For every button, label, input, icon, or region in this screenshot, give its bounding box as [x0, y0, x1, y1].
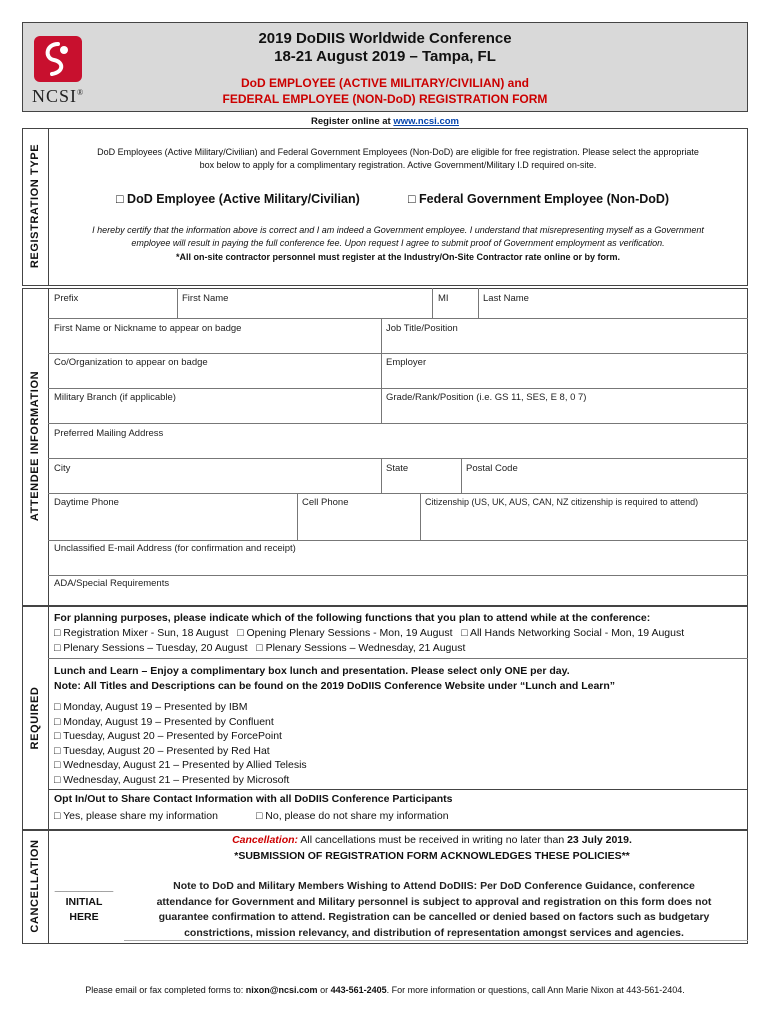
networking-social-option[interactable]: □ All Hands Networking Social - Mon, 19 August — [461, 627, 684, 639]
lunch-option[interactable]: □ Wednesday, August 21 – Presented by Microsoft — [54, 773, 307, 788]
lunch-checkbox[interactable] — [54, 774, 60, 786]
lunch-option[interactable]: □ Tuesday, August 20 – Presented by Red Hat — [54, 744, 307, 759]
registration-mixer-option[interactable]: □ Registration Mixer - Sun, 18 August — [54, 627, 228, 639]
opt-in-heading: Opt In/Out to Share Contact Information with all DoDIIS Conference Participants — [54, 793, 453, 805]
submission-acknowledgement: *SUBMISSION OF REGISTRATION FORM ACKNOWLEDGES THESE POLICIES** — [234, 850, 630, 862]
contractor-note: *All on-site contractor personnel must register at the Industry/On-Site Contractor rate online or by form. — [175, 252, 621, 262]
lunch-checkbox[interactable] — [54, 745, 60, 757]
organization-field[interactable]: Co/Organization to appear on badge — [54, 357, 208, 368]
ncsi-logo-text: NCSI® — [32, 86, 85, 106]
grade-rank-field[interactable]: Grade/Rank/Position (i.e. GS 11, SES, E 8, 0 7) — [386, 392, 587, 403]
opening-plenary-checkbox[interactable] — [237, 627, 243, 639]
function-options-row-2 — [54, 642, 465, 654]
mi-field[interactable]: MI — [438, 293, 449, 304]
title-line-2: 18-21 August 2019 – Tampa, FL — [274, 48, 496, 65]
lunch-checkbox[interactable] — [54, 716, 60, 728]
plenary-wednesday-option[interactable]: □ Plenary Sessions – Wednesday, 21 August — [256, 642, 465, 654]
job-title-field[interactable]: Job Title/Position — [386, 323, 458, 334]
registration-type-label: REGISTRATION TYPE — [29, 143, 41, 269]
lunch-options-list — [54, 700, 307, 787]
last-name-field[interactable]: Last Name — [483, 293, 529, 304]
lunch-option[interactable]: □ Monday, August 19 – Presented by IBM — [54, 700, 307, 715]
registration-mixer-checkbox[interactable] — [54, 627, 60, 639]
cancellation-policy: Cancellation: All cancellations must be received in writing no later than 23 July 2019. — [232, 834, 632, 846]
networking-social-checkbox[interactable] — [461, 627, 467, 639]
cancellation-label: CANCELLATION — [29, 839, 41, 933]
opt-out-option[interactable]: □ No, please do not share my information — [256, 810, 449, 822]
first-name-field[interactable]: First Name — [182, 293, 229, 304]
lunch-heading: Lunch and Learn – Enjoy a complimentary box lunch and presentation. Please select only ONE per day. Note: All Titles and Descriptions can be found on the 2019 DoDIIS Conference Website under “Lunch and Learn” — [54, 665, 616, 692]
lunch-checkbox[interactable] — [54, 701, 60, 713]
citizenship-field[interactable]: Citizenship (US, UK, AUS, CAN, NZ citizenship is required to attend) — [425, 497, 699, 507]
dod-conference-note: Note to DoD and Military Members Wishing to Attend DoDIIS: Per DoD Conference Guidance, conference attendance for Government and Military personnel is subject to approval and registration on this form does not guarantee confirmation to attend. Registration can be cancelled or denied based on factors such as budgetary constrictions, mission relevancy, and distribution of representation amongst services and agencies. — [156, 880, 712, 939]
lunch-option[interactable]: □ Monday, August 19 – Presented by Confluent — [54, 715, 307, 730]
register-online: Register online at www.ncsi.com — [311, 116, 459, 127]
opt-in-yes-checkbox[interactable] — [54, 810, 60, 822]
federal-employee-option[interactable]: □ Federal Government Employee (Non-DoD) — [408, 192, 669, 206]
lunch-option[interactable]: □ Tuesday, August 20 – Presented by ForcePoint — [54, 729, 307, 744]
certification-text: I hereby certify that the information above is correct and I am indeed a Government employee. I understand that misrepresenting myself as a Government employee will result in paying the full conference fee. Upon request I agree to submit proof of Government employment as verification. — [92, 225, 704, 248]
ncsi-logo-mark-icon — [34, 36, 82, 82]
postal-code-field[interactable]: Postal Code — [466, 463, 518, 474]
subtitle-line-2: FEDERAL EMPLOYEE (NON-DoD) REGISTRATION FORM — [222, 92, 548, 106]
page-title — [120, 30, 650, 66]
dod-employee-checkbox[interactable] — [116, 192, 124, 206]
opt-out-no-checkbox[interactable] — [256, 810, 262, 822]
opt-in-options — [54, 810, 218, 822]
employer-field[interactable]: Employer — [386, 357, 427, 368]
attendee-information-section — [22, 288, 748, 606]
plenary-wednesday-checkbox[interactable] — [256, 642, 262, 654]
function-options-row-1 — [54, 627, 684, 639]
cell-phone-field[interactable]: Cell Phone — [302, 497, 349, 508]
mailing-address-field[interactable]: Preferred Mailing Address — [54, 428, 164, 439]
lunch-checkbox[interactable] — [54, 759, 60, 771]
registration-intro: DoD Employees (Active Military/Civilian) and Federal Government Employees (Non-DoD) are eligible for free registration. Please select the appropriate box below to apply for a complimentary registration. Active Government/Military I.D required on-site. — [97, 147, 699, 170]
fax-number: 443-561-2405 — [330, 985, 387, 995]
attendee-information-label: ATTENDEE INFORMATION — [29, 370, 41, 522]
title-line-1: 2019 DoDIIS Worldwide Conference — [258, 30, 512, 47]
required-label: REQUIRED — [29, 686, 41, 750]
city-field[interactable]: City — [54, 463, 71, 474]
ada-requirements-field[interactable]: ADA/Special Requirements — [54, 578, 170, 589]
lunch-option[interactable]: □ Wednesday, August 21 – Presented by Allied Telesis — [54, 758, 307, 773]
prefix-field[interactable]: Prefix — [54, 293, 79, 304]
form-subtitle — [120, 75, 650, 107]
plenary-tuesday-checkbox[interactable] — [54, 642, 60, 654]
state-field[interactable]: State — [386, 463, 409, 474]
planning-heading: For planning purposes, please indicate which of the following functions that you plan to attend while at the conference: — [54, 612, 651, 624]
ncsi-website-link[interactable]: www.ncsi.com — [393, 116, 459, 127]
email-field[interactable]: Unclassified E-mail Address (for confirmation and receipt) — [54, 543, 296, 554]
ncsi-logo — [32, 36, 92, 106]
initial-here-box[interactable]: __________ INITIAL HERE — [54, 881, 114, 923]
opt-in-yes-option[interactable]: □ Yes, please share my information — [54, 810, 218, 822]
subtitle-line-1: DoD EMPLOYEE (ACTIVE MILITARY/CIVILIAN) and — [241, 76, 529, 90]
opening-plenary-option[interactable]: □ Opening Plenary Sessions - Mon, 19 August — [237, 627, 452, 639]
military-branch-field[interactable]: Military Branch (if applicable) — [54, 392, 176, 403]
dod-employee-option[interactable]: □ DoD Employee (Active Military/Civilian) — [116, 192, 360, 206]
federal-employee-checkbox[interactable] — [408, 192, 416, 206]
badge-name-field[interactable]: First Name or Nickname to appear on badge — [54, 323, 242, 334]
contact-email-link[interactable]: nixon@ncsi.com — [245, 985, 318, 995]
daytime-phone-field[interactable]: Daytime Phone — [54, 497, 119, 508]
footer-contact: Please email or fax completed forms to: nixon@ncsi.com or 443-561-2405. For more information or questions, call Ann Marie Nixon at 443-561-2404. — [85, 985, 685, 995]
plenary-tuesday-option[interactable]: □ Plenary Sessions – Tuesday, 20 August — [54, 642, 248, 654]
lunch-checkbox[interactable] — [54, 730, 60, 742]
